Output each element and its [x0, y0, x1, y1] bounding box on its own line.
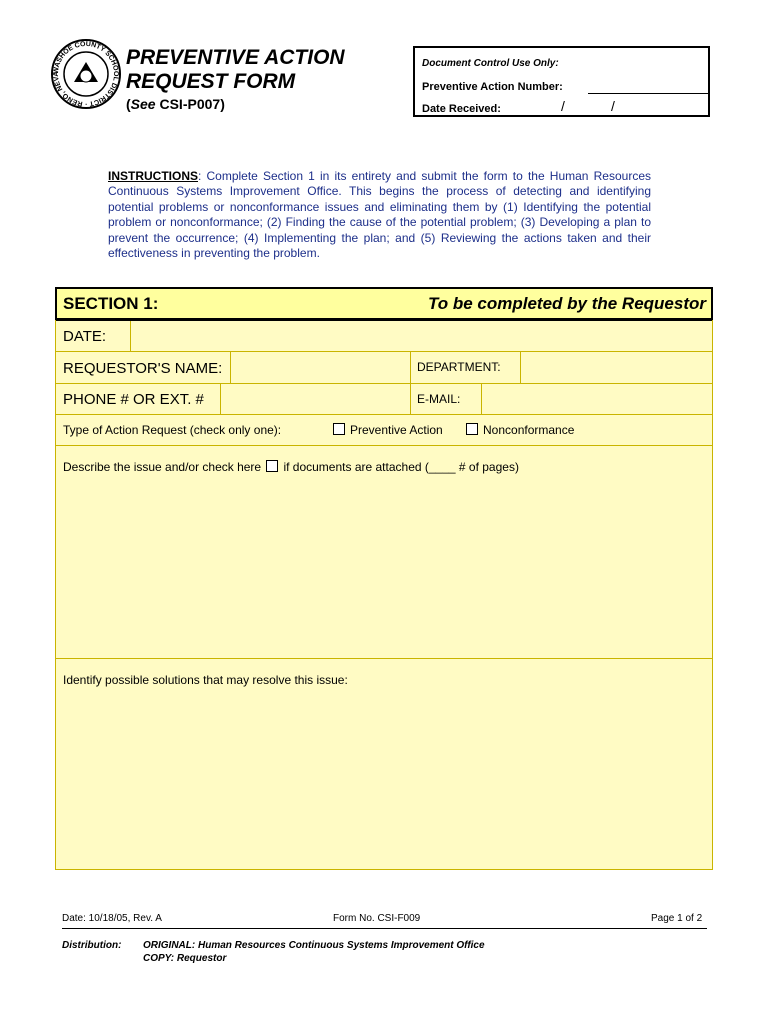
- describe-issue-label: Describe the issue and/or check here if documents are attached (____ # of pages): [63, 460, 519, 474]
- footer-form-no: Form No. CSI-F009: [333, 913, 421, 924]
- instructions-paragraph: INSTRUCTIONS: Complete Section 1 in its entirety and submit the form to the Human Resources Continuous Systems Improvement Office. This begins the process of detecting and identifying potential problems or nonconformance issues and eliminating them by (1) Identifying the potential problem or nonconformance; (2) Finding the cause of the potential problem; (3) Developing a plan to prevent the occurrence; (4) Implementing the plan; and (5) Reviewing the actions taken and their effectiveness in preventing the problem.: [108, 169, 651, 261]
- describe-issue-area[interactable]: [56, 446, 712, 659]
- instructions-label: INSTRUCTIONS: [108, 169, 198, 183]
- footer-divider: [62, 928, 707, 929]
- documents-attached-checkbox[interactable]: [266, 460, 278, 472]
- department-field[interactable]: [522, 354, 710, 381]
- phone-row: [56, 384, 712, 415]
- form-title-line-2: REQUEST FORM: [126, 70, 296, 93]
- distribution-copy: COPY: Requestor: [143, 953, 227, 964]
- section-1-form: [55, 287, 713, 870]
- footer-date-rev: Date: 10/18/05, Rev. A: [62, 913, 162, 924]
- school-district-seal: [50, 38, 122, 110]
- nonconformance-checkbox[interactable]: [466, 423, 478, 435]
- requestor-name-label: REQUESTOR'S NAME:: [63, 360, 223, 377]
- phone-field[interactable]: [222, 386, 408, 412]
- section-1-subtitle: To be completed by the Requestor: [427, 294, 706, 313]
- svg-text:WASHOE COUNTY SCHOOL DISTRICT: WASHOE COUNTY SCHOOL DISTRICT · RENO, NEVA: [52, 40, 120, 108]
- date-row: [56, 321, 712, 352]
- footer-page-number: Page 1 of 2: [651, 913, 703, 924]
- phone-label: PHONE # OR EXT. #: [63, 391, 204, 408]
- distribution-label: Distribution:: [62, 940, 122, 951]
- section-1-header-outline: [55, 287, 713, 320]
- action-type-label: Type of Action Request (check only one):: [63, 423, 282, 437]
- section-1-title: SECTION 1:: [63, 294, 159, 313]
- date-field[interactable]: [132, 323, 709, 349]
- date-received-slash-1: /: [561, 98, 565, 114]
- date-received-slash-2: /: [611, 98, 615, 114]
- requestor-name-field[interactable]: [232, 354, 408, 381]
- preventive-action-checkbox[interactable]: [333, 423, 345, 435]
- email-label: E-MAIL:: [417, 392, 461, 406]
- document-control-box: [413, 46, 710, 117]
- preventive-action-number-label: Preventive Action Number:: [422, 81, 563, 93]
- form-title-line-1: PREVENTIVE ACTION: [126, 46, 345, 69]
- date-label: DATE:: [63, 328, 107, 345]
- nonconformance-option[interactable]: Nonconformance: [466, 423, 574, 437]
- preventive-action-option[interactable]: Preventive Action: [333, 423, 443, 437]
- distribution-original: ORIGINAL: Human Resources Continuous Systems Improvement Office: [143, 940, 485, 951]
- document-control-heading: Document Control Use Only:: [422, 58, 559, 69]
- date-received-label: Date Received:: [422, 103, 501, 115]
- preventive-action-number-field[interactable]: [588, 93, 709, 94]
- requestor-row: [56, 352, 712, 384]
- department-label: DEPARTMENT:: [417, 360, 501, 374]
- form-reference: (See CSI-P007): [126, 96, 225, 112]
- email-field[interactable]: [483, 386, 710, 412]
- action-type-row: [56, 415, 712, 446]
- solutions-label: Identify possible solutions that may resolve this issue:: [63, 673, 348, 687]
- solutions-area[interactable]: [56, 659, 712, 869]
